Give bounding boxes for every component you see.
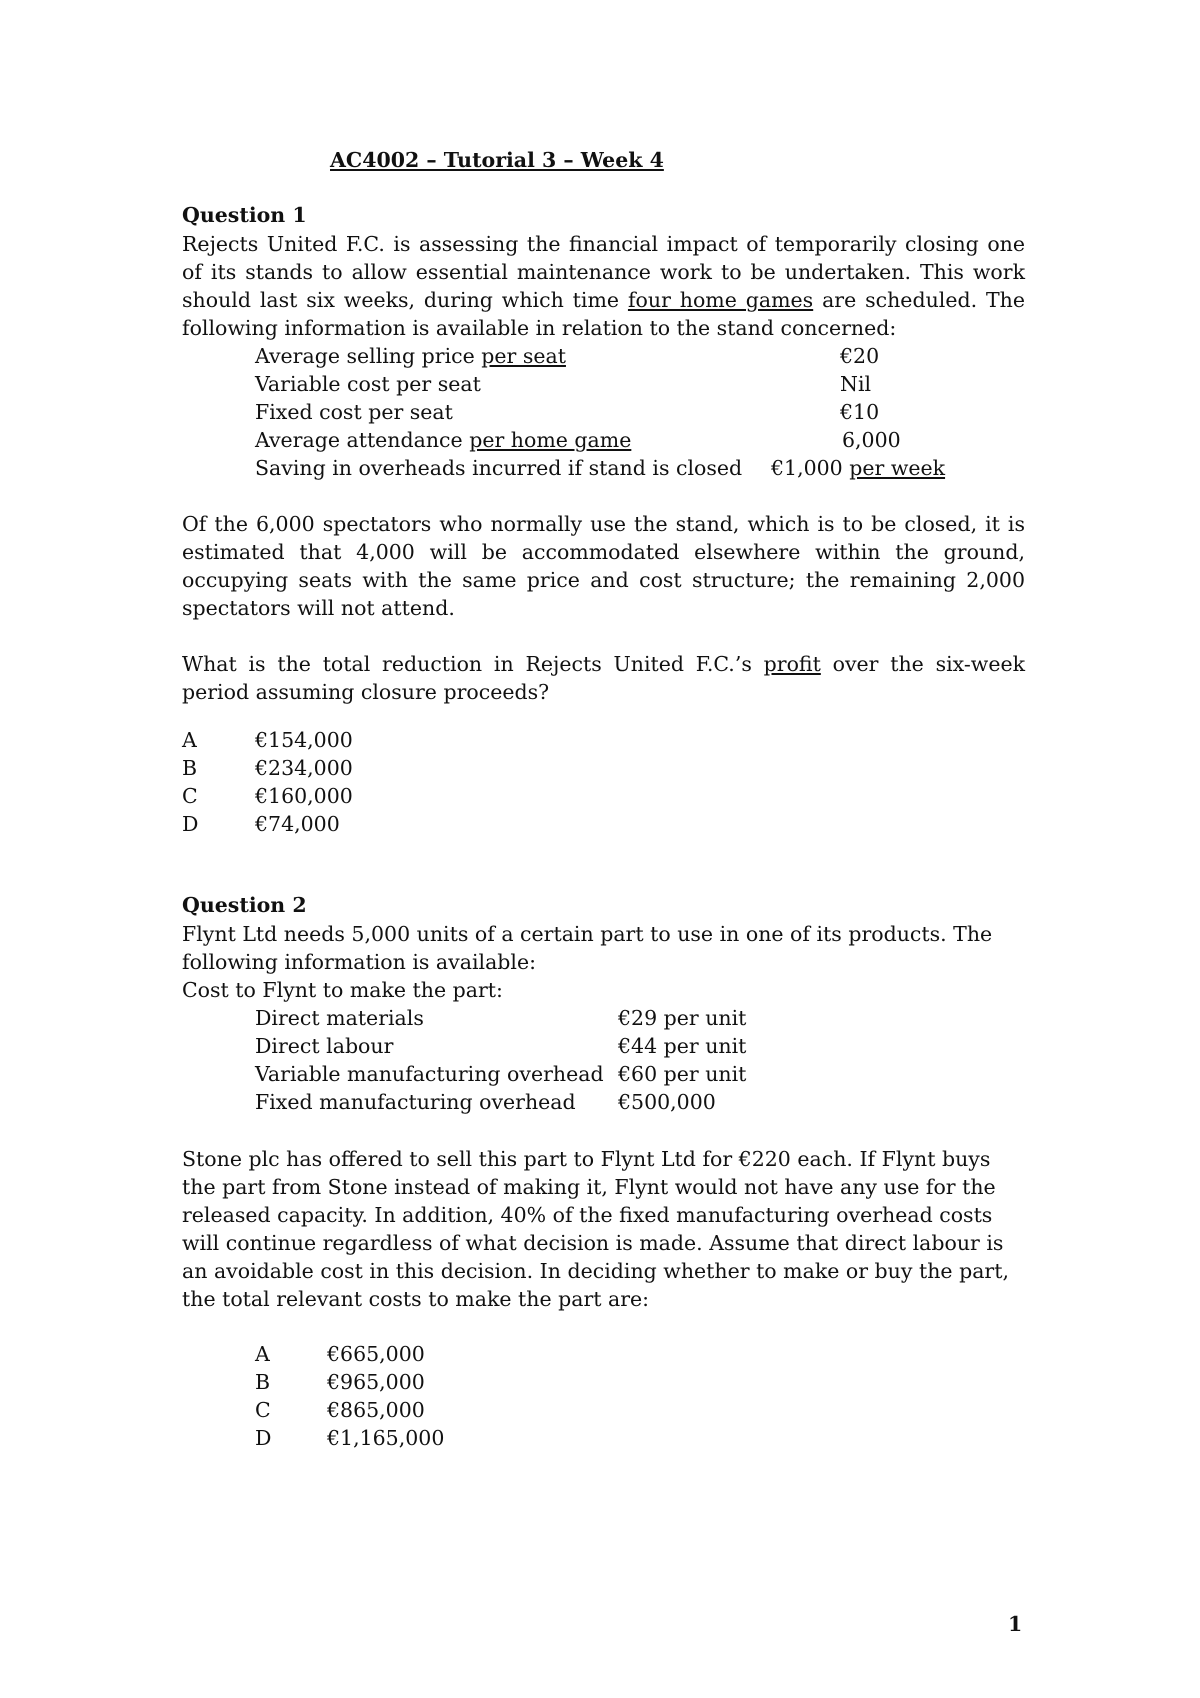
row-label: Direct labour: [255, 1034, 394, 1058]
row-label: Variable manufacturing overhead: [255, 1062, 604, 1086]
option-value: €234,000: [255, 756, 353, 780]
question-1-heading: Question 1: [182, 203, 307, 227]
question-1-paragraph: Of the 6,000 spectators who normally use the stand, which is to be closed, it is estimated that 4,000 will be accommodated elsewhere within the ground, occupying seats with the same price and cost structure; the remaining 2,000 spectators will not attend.: [182, 512, 1025, 620]
intro-text-a: Rejects United F.C. is assessing the financial impact of temporarily closing one of its stands to allow essential maintenance work to be undertaken. This work should last six weeks, during which time: [182, 232, 1025, 312]
question-2-table: [0, 1004, 1200, 1116]
row-label: Saving in overheads incurred if stand is closed: [255, 456, 743, 480]
option: [0, 754, 1200, 782]
question-1-table: [0, 342, 1200, 482]
question-1-question: What is the total reduction in Rejects United F.C.’s profit over the six-week period assuming closure proceeds?: [182, 652, 1026, 704]
row-value: €10: [840, 400, 880, 424]
row-label: Fixed cost per seat: [255, 400, 453, 424]
row-value: €500,000: [618, 1090, 716, 1114]
table-row: [0, 370, 1200, 398]
table-row: [0, 1032, 1200, 1060]
row-label: Variable cost per seat: [255, 372, 481, 396]
option-value: €154,000: [255, 728, 353, 752]
option: [0, 1340, 1200, 1368]
row-value: 6,000: [842, 428, 901, 452]
option-letter: A: [182, 728, 197, 752]
option-value: €74,000: [255, 812, 340, 836]
option-letter: A: [255, 1342, 270, 1366]
question-2-heading: Question 2: [182, 893, 307, 917]
question-1-intro: [182, 230, 1025, 342]
row-label: Average selling price per seat: [255, 344, 566, 368]
row-value: Nil: [840, 372, 872, 396]
row-value: €29 per unit: [618, 1006, 747, 1030]
table-row: [0, 398, 1200, 426]
page-number: 1: [1008, 1612, 1023, 1636]
table-row: [0, 1060, 1200, 1088]
option: [0, 1396, 1200, 1424]
option-letter: B: [255, 1370, 271, 1394]
question-2-options: [0, 1340, 1200, 1452]
option: [0, 810, 1200, 838]
row-value: €20: [840, 344, 880, 368]
row-label: Average attendance per home game: [255, 428, 632, 452]
question-1-options: [0, 726, 1200, 838]
row-value: €1,000 per week: [771, 456, 946, 480]
table-row: [0, 426, 1200, 454]
row-label: Direct materials: [255, 1006, 424, 1030]
intro-text-b: are scheduled. The following information is available in relation to the stand concerned:: [182, 288, 1025, 340]
option-letter: D: [182, 812, 199, 836]
option-value: €665,000: [327, 1342, 425, 1366]
option-value: €865,000: [327, 1398, 425, 1422]
option: [0, 1424, 1200, 1452]
question-2-intro: Flynt Ltd needs 5,000 units of a certain part to use in one of its products. The following information is available:: [182, 922, 993, 974]
table-row: [0, 1088, 1200, 1116]
option-value: €1,165,000: [327, 1426, 445, 1450]
option-letter: C: [255, 1398, 271, 1422]
option-letter: C: [182, 784, 198, 808]
row-value: €44 per unit: [618, 1034, 747, 1058]
option: [0, 782, 1200, 810]
option-letter: D: [255, 1426, 272, 1450]
page-title: AC4002 – Tutorial 3 – Week 4: [330, 148, 664, 172]
table-row: [0, 1004, 1200, 1032]
question-2-cost-heading: Cost to Flynt to make the part:: [182, 978, 503, 1002]
question-2-paragraph: Stone plc has offered to sell this part to Flynt Ltd for €220 each. If Flynt buys the part from Stone instead of making it, Flynt would not have any use for the released capacity. In addition, 40% of the fixed manufacturing overhead costs will continue regardless of what decision is made. Assume that direct labour is an avoidable cost in this decision. In deciding whether to make or buy the part, the total relevant costs to make the part are:: [182, 1147, 1009, 1311]
table-row: [0, 342, 1200, 370]
table-row: [0, 454, 1200, 482]
row-value: €60 per unit: [618, 1062, 747, 1086]
option-letter: B: [182, 756, 198, 780]
intro-underlined: four home games: [627, 288, 814, 312]
option-value: €160,000: [255, 784, 353, 808]
option-value: €965,000: [327, 1370, 425, 1394]
option: [0, 726, 1200, 754]
option: [0, 1368, 1200, 1396]
row-label: Fixed manufacturing overhead: [255, 1090, 576, 1114]
